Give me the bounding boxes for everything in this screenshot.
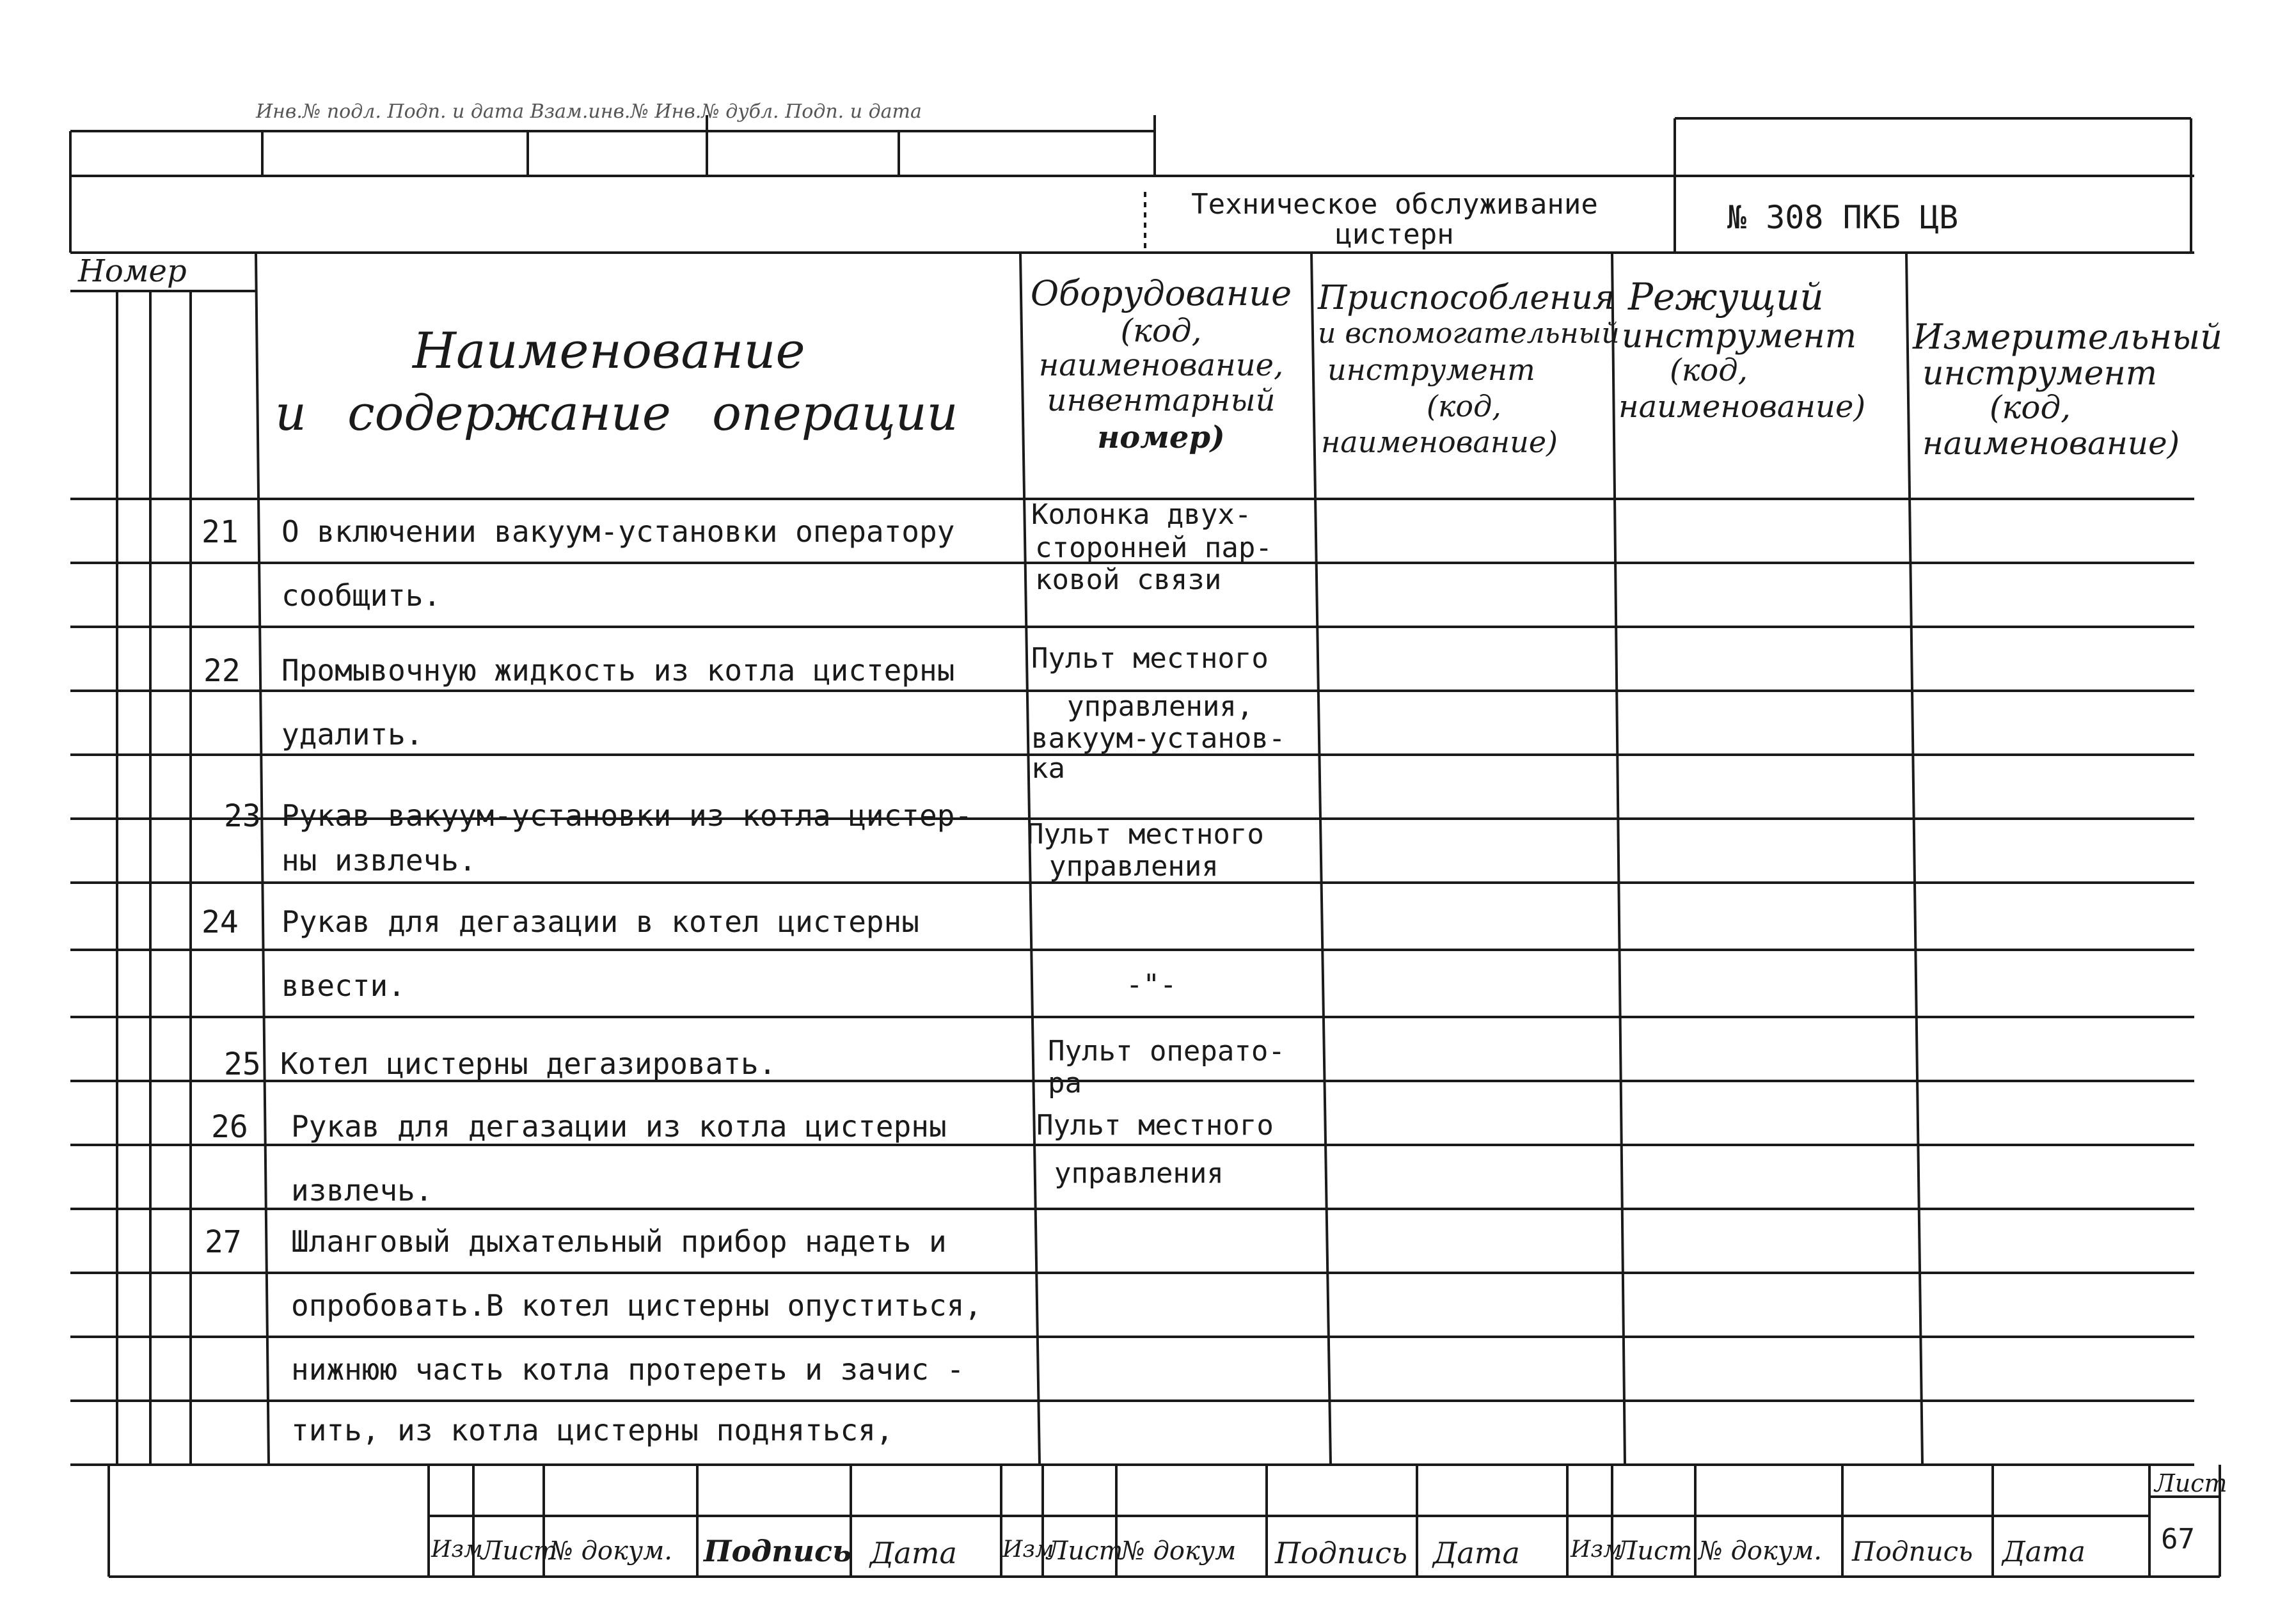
stamp-label: Подпись — [1852, 1536, 1974, 1567]
operation-number: 22 — [203, 653, 241, 689]
column-header-measuring-l3: (код, — [1990, 389, 2071, 426]
equipment-text: вакуум-установ- — [1031, 722, 1286, 755]
column-header-equipment-l3: наименование, — [1038, 347, 1284, 383]
equipment-text: Колонка двух- — [1031, 498, 1252, 531]
operation-text: Рукав вакуум-установки из котла цистер- — [281, 798, 973, 833]
column-header-measuring: Измерительный — [1913, 317, 2222, 357]
stamp-label: Дата — [1433, 1536, 1520, 1570]
stamp-label: Изм — [1002, 1536, 1054, 1563]
stamp-label: Подпись — [1275, 1536, 1408, 1570]
operation-number: 27 — [205, 1224, 242, 1260]
operation-text: Рукав для дегазации из котла цистерны — [291, 1109, 947, 1144]
column-header-fixtures-l2: и вспомогательный — [1318, 317, 1620, 350]
equipment-text: ра — [1048, 1067, 1082, 1100]
operation-text: сообщить. — [281, 578, 441, 613]
stamp-label: Лист — [481, 1536, 558, 1566]
column-header-fixtures-l3: инструмент — [1327, 352, 1535, 387]
equipment-text: управления — [1054, 1157, 1224, 1190]
column-header-name: Наименование — [413, 322, 805, 380]
stamp-label: Лист — [1047, 1536, 1123, 1566]
stamp-label: Подпись — [704, 1534, 852, 1568]
column-header-equipment-l5: номер) — [1097, 420, 1225, 455]
operation-text: Котел цистерны дегазировать. — [280, 1046, 777, 1081]
equipment-text: ковой связи — [1035, 564, 1222, 596]
equipment-text: сторонней пар- — [1035, 532, 1272, 564]
operation-text: нижнюю часть котла протереть и зачис - — [291, 1352, 965, 1387]
column-header-measuring-l2: инструмент — [1922, 354, 2158, 393]
column-header-cutting-l4: наименование) — [1618, 389, 1866, 425]
operation-number: 23 — [224, 798, 261, 834]
equipment-text: Пульт местного — [1036, 1109, 1274, 1142]
stamp-label: № докум — [1121, 1536, 1237, 1566]
stamp-label: № докум. — [1698, 1536, 1822, 1566]
equipment-text: -"- — [1126, 968, 1177, 1001]
column-header-fixtures-l4: (код, — [1427, 389, 1501, 423]
stamp-label: Изм — [431, 1536, 483, 1563]
operation-text: извлечь. — [291, 1173, 433, 1208]
column-header-cutting-l2: инструмент — [1622, 317, 1857, 356]
operation-text: ввести. — [281, 968, 406, 1003]
column-header-measuring-l4: наименование) — [1922, 425, 2180, 462]
stamp-label: Изм — [1571, 1536, 1622, 1563]
document-title: Техническое обслуживание — [1191, 188, 1598, 221]
stamp-label: Дата — [870, 1536, 957, 1570]
equipment-text: управления — [1049, 850, 1219, 883]
column-header-cutting: Режущий — [1628, 275, 1824, 319]
document-title-line2: цистерн — [1335, 218, 1454, 251]
stamp-label: Лист — [1616, 1536, 1693, 1566]
column-header-fixtures-l5: наименование) — [1321, 425, 1558, 459]
equipment-text: Пульт операто- — [1048, 1035, 1285, 1068]
column-header-equipment-l4: инвентарный — [1047, 382, 1276, 418]
column-header-cutting-l3: (код, — [1670, 352, 1748, 388]
equipment-text: ка — [1031, 752, 1065, 785]
operation-text: тить, из котла цистерны подняться, — [291, 1413, 894, 1447]
operation-text: Шланговый дыхательный прибор надеть и — [291, 1224, 947, 1259]
operation-number: 26 — [211, 1109, 248, 1145]
column-header-name-line2: и содержание операции — [275, 384, 958, 441]
equipment-text: управления, — [1067, 690, 1254, 723]
equipment-text: Пульт местного — [1027, 818, 1264, 851]
operation-number: 21 — [202, 514, 239, 550]
sheet-label: Лист — [2155, 1469, 2227, 1497]
column-header-equipment-l2: (код, — [1120, 312, 1202, 349]
operation-text: О включении вакуум-установки оператору — [281, 514, 955, 549]
column-header-equipment: Оборудование — [1030, 273, 1292, 313]
operation-text: удалить. — [281, 717, 423, 752]
operation-number: 24 — [202, 904, 239, 940]
operation-text: ны извлечь. — [281, 843, 477, 878]
column-header-number: Номер — [78, 253, 187, 289]
operation-text: Рукав для дегазации в котел цистерны — [281, 904, 919, 939]
stamp-label: № докум. — [549, 1536, 672, 1566]
column-header-fixtures: Приспособления — [1318, 279, 1615, 317]
sheet-number: 67 — [2161, 1523, 2195, 1556]
equipment-text: Пульт местного — [1031, 642, 1269, 675]
operation-text: Промывочную жидкость из котла цистерны — [281, 653, 955, 688]
top-strip-scrawl: Инв.№ подл. Подп. и дата Взам.инв.№ Инв.№ дубл. Подп. и дата — [256, 100, 922, 123]
document-number: № 308 ПКБ ЦВ — [1727, 199, 1959, 236]
operation-number: 25 — [224, 1046, 261, 1082]
operation-text: опробовать.В котел цистерны опуститься, — [291, 1288, 983, 1323]
stamp-label: Дата — [2002, 1536, 2085, 1568]
